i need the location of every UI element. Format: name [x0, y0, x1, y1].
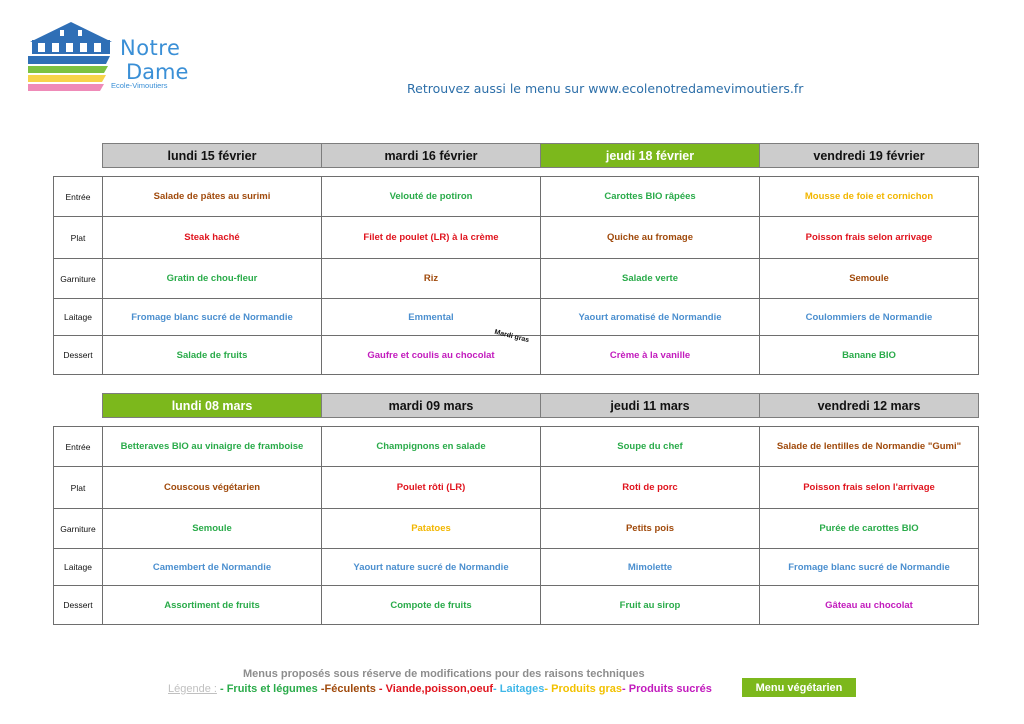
menu-cell: Emmental	[322, 299, 541, 336]
menu-cell: Poisson frais selon l'arrivage	[760, 467, 979, 509]
table-row	[54, 259, 979, 299]
row-label: Entrée	[54, 177, 103, 217]
menu-cell: Carottes BIO râpées	[541, 177, 760, 217]
menu-cell: Velouté de potiron	[322, 177, 541, 217]
row-label: Garniture	[54, 509, 103, 549]
row-label: Dessert	[54, 336, 103, 375]
menu-cell: Patatoes	[322, 509, 541, 549]
logo-line1: Notre	[120, 36, 181, 60]
school-building-icon	[26, 20, 116, 96]
menu-cell: Fruit au sirop	[541, 586, 760, 625]
menu-cell: Mimolette	[541, 549, 760, 586]
menu-cell: Salade de pâtes au surimi	[103, 177, 322, 217]
legend-item: - Produits sucrés	[622, 683, 712, 695]
table-row	[54, 509, 979, 549]
website-link[interactable]: Retrouvez aussi le menu sur www.ecolenotredamevimoutiers.fr	[407, 81, 804, 96]
day-header: mardi 16 février	[321, 143, 541, 168]
menu-cell: Compote de fruits	[322, 586, 541, 625]
disclaimer: Menus proposés sous réserve de modifications pour des raisons techniques	[243, 668, 645, 680]
legend-item: - Viande,poisson,oeuf	[375, 683, 494, 695]
menu-cell: Yaourt aromatisé de Normandie	[541, 299, 760, 336]
menu-cell: Yaourt nature sucré de Normandie	[322, 549, 541, 586]
table-row	[54, 467, 979, 509]
day-header: mardi 09 mars	[321, 393, 541, 418]
menu-cell: Fromage blanc sucré de Normandie	[760, 549, 979, 586]
menu-cell: Salade de lentilles de Normandie "Gumi"	[760, 427, 979, 467]
menu-cell: Soupe du chef	[541, 427, 760, 467]
day-header: lundi 15 février	[102, 143, 322, 168]
day-header: lundi 08 mars	[102, 393, 322, 418]
menu-cell: Betteraves BIO au vinaigre de framboise	[103, 427, 322, 467]
row-label: Dessert	[54, 586, 103, 625]
menu-table	[53, 176, 979, 375]
menu-cell: Filet de poulet (LR) à la crème	[322, 217, 541, 259]
menu-cell: Steak haché	[103, 217, 322, 259]
legend-label: Légende :	[168, 683, 217, 695]
menu-cell: Coulommiers de Normandie	[760, 299, 979, 336]
table-row	[54, 427, 979, 467]
row-label: Plat	[54, 217, 103, 259]
menu-cell: Mousse de foie et cornichon	[760, 177, 979, 217]
menu-table	[53, 426, 979, 625]
table-row	[54, 299, 979, 336]
vegetarian-badge: Menu végétarien	[742, 678, 856, 697]
menu-cell: Crème à la vanille	[541, 336, 760, 375]
table-row	[54, 586, 979, 625]
row-label: Laitage	[54, 549, 103, 586]
logo-line2: Dame	[126, 60, 189, 84]
row-label: Garniture	[54, 259, 103, 299]
menu-cell: Poisson frais selon arrivage	[760, 217, 979, 259]
legend-item: - Produits gras	[544, 683, 623, 695]
menu-cell: Assortiment de fruits	[103, 586, 322, 625]
menu-cell: Gâteau au chocolat	[760, 586, 979, 625]
logo-subtitle: Ecole-Vimoutiers	[111, 81, 168, 90]
day-header: vendredi 19 février	[759, 143, 979, 168]
table-row	[54, 549, 979, 586]
row-label: Laitage	[54, 299, 103, 336]
table-row	[54, 177, 979, 217]
row-label: Entrée	[54, 427, 103, 467]
menu-cell: Purée de carottes BIO	[760, 509, 979, 549]
menu-cell: Banane BIO	[760, 336, 979, 375]
legend-item: -Féculents	[317, 683, 376, 695]
table-row	[54, 217, 979, 259]
menu-cell: Camembert de Normandie	[103, 549, 322, 586]
menu-cell: Salade verte	[541, 259, 760, 299]
menu-cell: Fromage blanc sucré de Normandie	[103, 299, 322, 336]
menu-cell: Salade de fruits	[103, 336, 322, 375]
menu-cell: Gratin de chou-fleur	[103, 259, 322, 299]
day-header: jeudi 18 février	[540, 143, 760, 168]
mardi-gras-note: Mardi gras	[493, 328, 530, 345]
menu-cell: Semoule	[760, 259, 979, 299]
menu-cell: Riz	[322, 259, 541, 299]
day-header: vendredi 12 mars	[759, 393, 979, 418]
menu-cell: Champignons en salade	[322, 427, 541, 467]
menu-cell: Couscous végétarien	[103, 467, 322, 509]
menu-cell: Petits pois	[541, 509, 760, 549]
legend-item: - Laitages	[493, 683, 545, 695]
menu-cell: Roti de porc	[541, 467, 760, 509]
menu-cell: Quiche au fromage	[541, 217, 760, 259]
menu-cell: Semoule	[103, 509, 322, 549]
legend-item: - Fruits et légumes	[216, 683, 318, 695]
menu-cell: Gaufre et coulis au chocolat	[322, 336, 541, 375]
day-header: jeudi 11 mars	[540, 393, 760, 418]
row-label: Plat	[54, 467, 103, 509]
legend	[168, 683, 712, 695]
menu-cell: Poulet rôti (LR)	[322, 467, 541, 509]
